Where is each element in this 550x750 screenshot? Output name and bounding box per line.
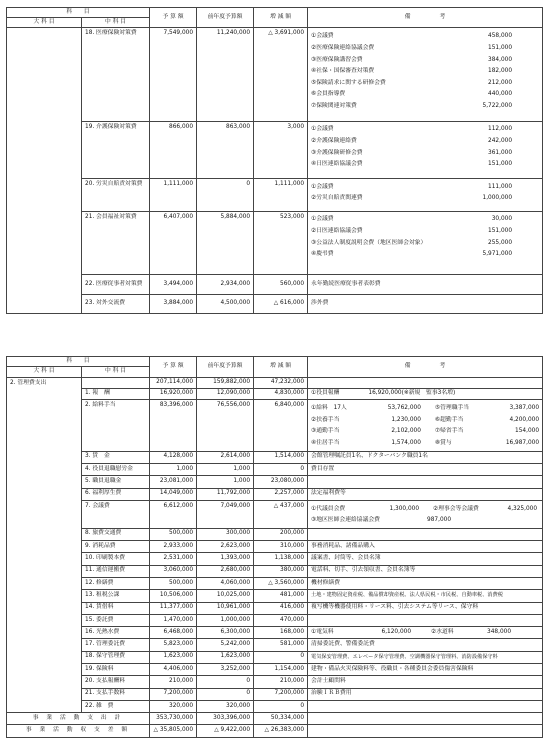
zougen-cell: △ 3,560,000 — [254, 577, 308, 589]
biko-notes — [308, 400, 543, 452]
zougen-cell: 416,000 — [254, 602, 308, 614]
header-zennendo: 前年度予算額 — [197, 357, 254, 378]
biko-cell-empty — [308, 713, 543, 725]
note-item: ①会議費 30,000 — [311, 216, 513, 223]
header-kamoku: 科 目 — [7, 357, 150, 367]
yosan-cell: 23,081,000 — [150, 476, 197, 488]
header-chu: 中 科 目 — [82, 18, 150, 28]
zennendo-cell: 2,623,000 — [197, 541, 254, 553]
note-item: ①会議費 458,000 — [311, 33, 513, 40]
zougen-cell: 4,830,000 — [254, 388, 308, 399]
chu-cell: 18. 保守管理費 — [82, 651, 150, 663]
chu-cell: 7. 会議費 — [82, 500, 150, 528]
zougen-cell: 0 — [254, 700, 308, 712]
yosan-cell: 6,407,000 — [150, 211, 197, 274]
zougen-cell: 210,000 — [254, 676, 308, 688]
note-item: ②介護保険連絡費 242,000 — [311, 138, 513, 145]
chu-cell: 2. 給料手当 — [82, 400, 150, 452]
note-item: ①電気料 6,120,000 ②水道料 348,000 — [311, 628, 512, 635]
chu-cell: 20. 労災自賠責対策費 — [82, 178, 150, 211]
note-item: ④慶弔費 5,971,000 — [311, 251, 513, 258]
yosan-cell: 3,884,000 — [150, 295, 197, 314]
total-expense-zennendo: 303,396,000 — [197, 713, 254, 725]
note-item: ④日医連絡協議会費 151,000 — [311, 161, 513, 168]
zennendo-cell: 1,000,000 — [197, 614, 254, 626]
yosan-cell: 6,612,000 — [150, 500, 197, 528]
biko-cell: 機材修繕費 — [308, 577, 543, 589]
chu-cell: 22. 医療従事者対策費 — [82, 275, 150, 295]
yosan-cell: 207,114,000 — [150, 377, 197, 388]
zougen-cell: 23,080,000 — [254, 476, 308, 488]
yosan-cell: 1,111,000 — [150, 178, 197, 211]
note-item: ②日医連絡協議会費 151,000 — [311, 228, 513, 235]
zennendo-cell: 10,025,000 — [197, 590, 254, 602]
biko-notes — [308, 211, 543, 274]
zennendo-cell: 4,060,000 — [197, 577, 254, 589]
yosan-cell: 2,933,000 — [150, 541, 197, 553]
zougen-cell: 1,111,000 — [254, 178, 308, 211]
yosan-cell: 16,920,000 — [150, 388, 197, 399]
chu-cell: 23. 対外交流費 — [82, 295, 150, 314]
chu-cell: 12. 修繕費 — [82, 577, 150, 589]
balance-zougen: △ 26,383,000 — [254, 725, 308, 738]
note-item: ③通勤手当 2,102,000 ⑦帰省手当 154,000 — [311, 428, 540, 435]
zennendo-cell: 11,792,000 — [197, 488, 254, 500]
zougen-cell: 581,000 — [254, 639, 308, 651]
zennendo-cell: 2,934,000 — [197, 275, 254, 295]
biko-cell: 複写機等機器使用料・リース料、引去システム等リース、保守料 — [308, 602, 543, 614]
note-item: ①会議費 111,000 — [311, 183, 513, 190]
biko-cell: 永年勤続医療従事者表彰費 — [308, 275, 543, 295]
zennendo-cell: 7,049,000 — [197, 500, 254, 528]
zennendo-cell: 320,000 — [197, 700, 254, 712]
chu-cell: 14. 賃借料 — [82, 602, 150, 614]
chu-cell: 13. 租税公課 — [82, 590, 150, 602]
chu-cell: 16. 光熱水費 — [82, 627, 150, 639]
biko-notes — [308, 121, 543, 178]
note-item: ②医療保険連絡協議会費 151,000 — [311, 44, 513, 51]
note-item: ⑤保険請求に関する研修会費 212,000 — [311, 79, 513, 86]
zennendo-cell: 1,000 — [197, 463, 254, 475]
biko-cell: ①役員報酬 16,920,000(※新規 監事3名増) — [308, 388, 543, 399]
yosan-cell: 210,000 — [150, 676, 197, 688]
zennendo-cell: 2,614,000 — [197, 451, 254, 463]
zougen-cell: 481,000 — [254, 590, 308, 602]
zennendo-cell: 4,500,000 — [197, 295, 254, 314]
budget-table-bottom — [6, 356, 543, 738]
biko-cell — [308, 476, 543, 488]
zougen-cell: 1,154,000 — [254, 664, 308, 676]
zennendo-cell: 5,242,000 — [197, 639, 254, 651]
chu-cell: 11. 通信運搬費 — [82, 565, 150, 577]
yosan-cell: 10,506,000 — [150, 590, 197, 602]
header-yosan: 予 算 額 — [150, 357, 197, 378]
zennendo-cell: 1,393,000 — [197, 553, 254, 565]
yosan-cell: 83,396,000 — [150, 400, 197, 452]
note-item: ③地区医師会連絡協議会費 987,000 — [311, 517, 452, 524]
zennendo-cell: 76,556,000 — [197, 400, 254, 452]
zougen-cell: 1,138,000 — [254, 553, 308, 565]
header-zougen: 増 減 額 — [254, 357, 308, 378]
zougen-cell: 47,232,000 — [254, 377, 308, 388]
header-biko: 備 考 — [308, 8, 543, 28]
biko-notes — [308, 627, 543, 639]
zougen-cell: 310,000 — [254, 541, 308, 553]
biko-cell — [308, 528, 543, 540]
biko-cell: 土地・建物固定資産税、備品償却資産税、法人県民税・市民税、自動車税、消費税 — [308, 590, 543, 602]
zougen-cell: 6,840,000 — [254, 400, 308, 452]
zennendo-cell: 1,000 — [197, 476, 254, 488]
yosan-cell: 11,377,000 — [150, 602, 197, 614]
chu-cell: 6. 福利厚生費 — [82, 488, 150, 500]
zennendo-cell: 1,623,000 — [197, 651, 254, 663]
header-yosan: 予 算 額 — [150, 8, 197, 28]
yosan-cell: 5,823,000 — [150, 639, 197, 651]
biko-cell — [308, 614, 543, 626]
header-kamoku: 科 目 — [7, 8, 150, 18]
zennendo-cell: 0 — [197, 676, 254, 688]
zougen-cell: △ 616,000 — [254, 295, 308, 314]
chu-cell: 9. 消耗品費 — [82, 541, 150, 553]
zougen-cell: 200,000 — [254, 528, 308, 540]
zennendo-cell: 863,000 — [197, 121, 254, 178]
note-item: ④社保・国保審査対策費 182,000 — [311, 68, 513, 75]
zennendo-cell: 0 — [197, 178, 254, 211]
chu-cell: 3. 賃 金 — [82, 451, 150, 463]
header-zennendo: 前年度予算額 — [197, 8, 254, 28]
note-item: ③医療保険講習会費 384,000 — [311, 56, 513, 63]
chu-cell: 18. 医療保険対策費 — [82, 28, 150, 121]
biko-cell: 渉外費 — [308, 295, 543, 314]
yosan-cell: 7,549,000 — [150, 28, 197, 121]
yosan-cell: 7,200,000 — [150, 688, 197, 700]
note-item: ⑦保険関連対策費 5,722,000 — [311, 102, 513, 109]
chu-cell: 22. 雑 費 — [82, 700, 150, 712]
yosan-cell: 2,531,000 — [150, 553, 197, 565]
yosan-cell: 500,000 — [150, 528, 197, 540]
chu-cell: 20. 支払報酬料 — [82, 676, 150, 688]
biko-cell: 会館管理嘱託員1名、ドクターバンク職員1名 — [308, 451, 543, 463]
zougen-cell: 3,000 — [254, 121, 308, 178]
chu-cell: 17. 管理委託費 — [82, 639, 150, 651]
yosan-cell: 1,623,000 — [150, 651, 197, 663]
zennendo-cell: 0 — [197, 688, 254, 700]
zougen-cell: 470,000 — [254, 614, 308, 626]
chu-cell: 21. 支払手数料 — [82, 688, 150, 700]
biko-notes — [308, 500, 543, 528]
zougen-cell: 523,000 — [254, 211, 308, 274]
note-item: ⑥会員指導費 440,000 — [311, 91, 513, 98]
zougen-cell: 0 — [254, 651, 308, 663]
biko-cell: 清掃委託費、警備委託費 — [308, 639, 543, 651]
note-item: ④住居手当 1,574,000 ⑧賞与 16,987,000 — [311, 439, 540, 446]
zougen-cell: 1,514,000 — [254, 451, 308, 463]
yosan-cell: 1,470,000 — [150, 614, 197, 626]
chu-cell-empty — [82, 377, 150, 388]
biko-cell: 議案書、封筒等、会員名簿 — [308, 553, 543, 565]
zennendo-cell: 6,300,000 — [197, 627, 254, 639]
yosan-cell: 866,000 — [150, 121, 197, 178]
note-item: ①会議費 112,000 — [311, 126, 513, 133]
chu-cell: 8. 旅費交通費 — [82, 528, 150, 540]
total-expense-label: 事 業 活 動 支 出 計 — [7, 713, 150, 725]
biko-cell: 建物・備品火災保険料等、役職員・各種委員会委員傷害保険料 — [308, 664, 543, 676]
zougen-cell: 168,000 — [254, 627, 308, 639]
dai-cell-empty — [7, 28, 82, 314]
note-item: ①給料 17人 53,762,000 ⑤管理職手当 3,387,000 — [311, 404, 540, 411]
biko-cell-empty — [308, 377, 543, 388]
biko-cell: 治験ＩＲＢ費用 — [308, 688, 543, 700]
zougen-cell: △ 437,000 — [254, 500, 308, 528]
balance-yosan: △ 35,805,000 — [150, 725, 197, 738]
zougen-cell: △ 3,691,000 — [254, 28, 308, 121]
zennendo-cell: 300,000 — [197, 528, 254, 540]
header-dai: 大 科 目 — [7, 367, 82, 377]
yosan-cell: 1,000 — [150, 463, 197, 475]
zougen-cell: 2,257,000 — [254, 488, 308, 500]
dai-cell: 2. 管理費支出 — [7, 377, 82, 713]
yosan-cell: 4,128,000 — [150, 451, 197, 463]
zennendo-cell: 12,090,000 — [197, 388, 254, 399]
note-item: ③公益法人制度説明会費（地区医師会対象） 255,000 — [311, 239, 513, 246]
biko-cell: 電話料、切手、引去領収書、会員名簿等 — [308, 565, 543, 577]
yosan-cell: 14,049,000 — [150, 488, 197, 500]
yosan-cell: 4,406,000 — [150, 664, 197, 676]
yosan-cell: 6,468,000 — [150, 627, 197, 639]
chu-cell: 21. 会員福祉対策費 — [82, 211, 150, 274]
total-expense-yosan: 353,730,000 — [150, 713, 197, 725]
chu-cell: 5. 職員退職金 — [82, 476, 150, 488]
biko-cell — [308, 700, 543, 712]
zougen-cell: 7,200,000 — [254, 688, 308, 700]
header-chu: 中 科 目 — [82, 367, 150, 377]
zennendo-cell: 5,884,000 — [197, 211, 254, 274]
yosan-cell: 320,000 — [150, 700, 197, 712]
zennendo-cell: 10,961,000 — [197, 602, 254, 614]
yosan-cell: 500,000 — [150, 577, 197, 589]
zougen-cell: 0 — [254, 463, 308, 475]
chu-cell: 1. 報 酬 — [82, 388, 150, 399]
chu-cell: 4. 役員退職慰労金 — [82, 463, 150, 475]
biko-notes — [308, 178, 543, 211]
note-item: ②労災自賠責関連費 1,000,000 — [311, 195, 513, 202]
biko-cell: 事務消耗品、諸備品購入 — [308, 541, 543, 553]
note-item: ③介護保険研修会費 361,000 — [311, 149, 513, 156]
header-biko: 備 考 — [308, 357, 543, 378]
zennendo-cell: 11,240,000 — [197, 28, 254, 121]
zennendo-cell: 3,252,000 — [197, 664, 254, 676]
biko-cell: 法定福利費等 — [308, 488, 543, 500]
biko-cell: 電気保安管理費、エレベータ保守管理費、空調機器保守管理料、消防設備保守料 — [308, 651, 543, 663]
chu-cell: 10. 印刷製本費 — [82, 553, 150, 565]
chu-cell: 19. 介護保険対策費 — [82, 121, 150, 178]
note-item: ②扶養手当 1,230,000 ⑥超勤手当 4,200,000 — [311, 416, 540, 423]
header-zougen: 増 減 額 — [254, 8, 308, 28]
header-dai: 大 科 目 — [7, 18, 82, 28]
note-item: ①代議員会費 1,300,000 ②理事会等会議費 4,325,000 — [311, 505, 538, 512]
biko-notes — [308, 28, 543, 121]
zougen-cell: 380,000 — [254, 565, 308, 577]
zennendo-cell: 159,882,000 — [197, 377, 254, 388]
yosan-cell: 3,494,000 — [150, 275, 197, 295]
biko-cell: 費目存置 — [308, 463, 543, 475]
budget-table-top — [6, 7, 543, 314]
total-expense-zougen: 50,334,000 — [254, 713, 308, 725]
chu-cell: 15. 委託費 — [82, 614, 150, 626]
biko-cell-empty — [308, 725, 543, 738]
yosan-cell: 3,060,000 — [150, 565, 197, 577]
biko-cell: 会計士顧問料 — [308, 676, 543, 688]
chu-cell: 19. 保険料 — [82, 664, 150, 676]
balance-zennendo: △ 9,422,000 — [197, 725, 254, 738]
zennendo-cell: 2,680,000 — [197, 565, 254, 577]
zougen-cell: 560,000 — [254, 275, 308, 295]
balance-label: 事 業 活 動 収 支 差 額 — [7, 725, 150, 738]
